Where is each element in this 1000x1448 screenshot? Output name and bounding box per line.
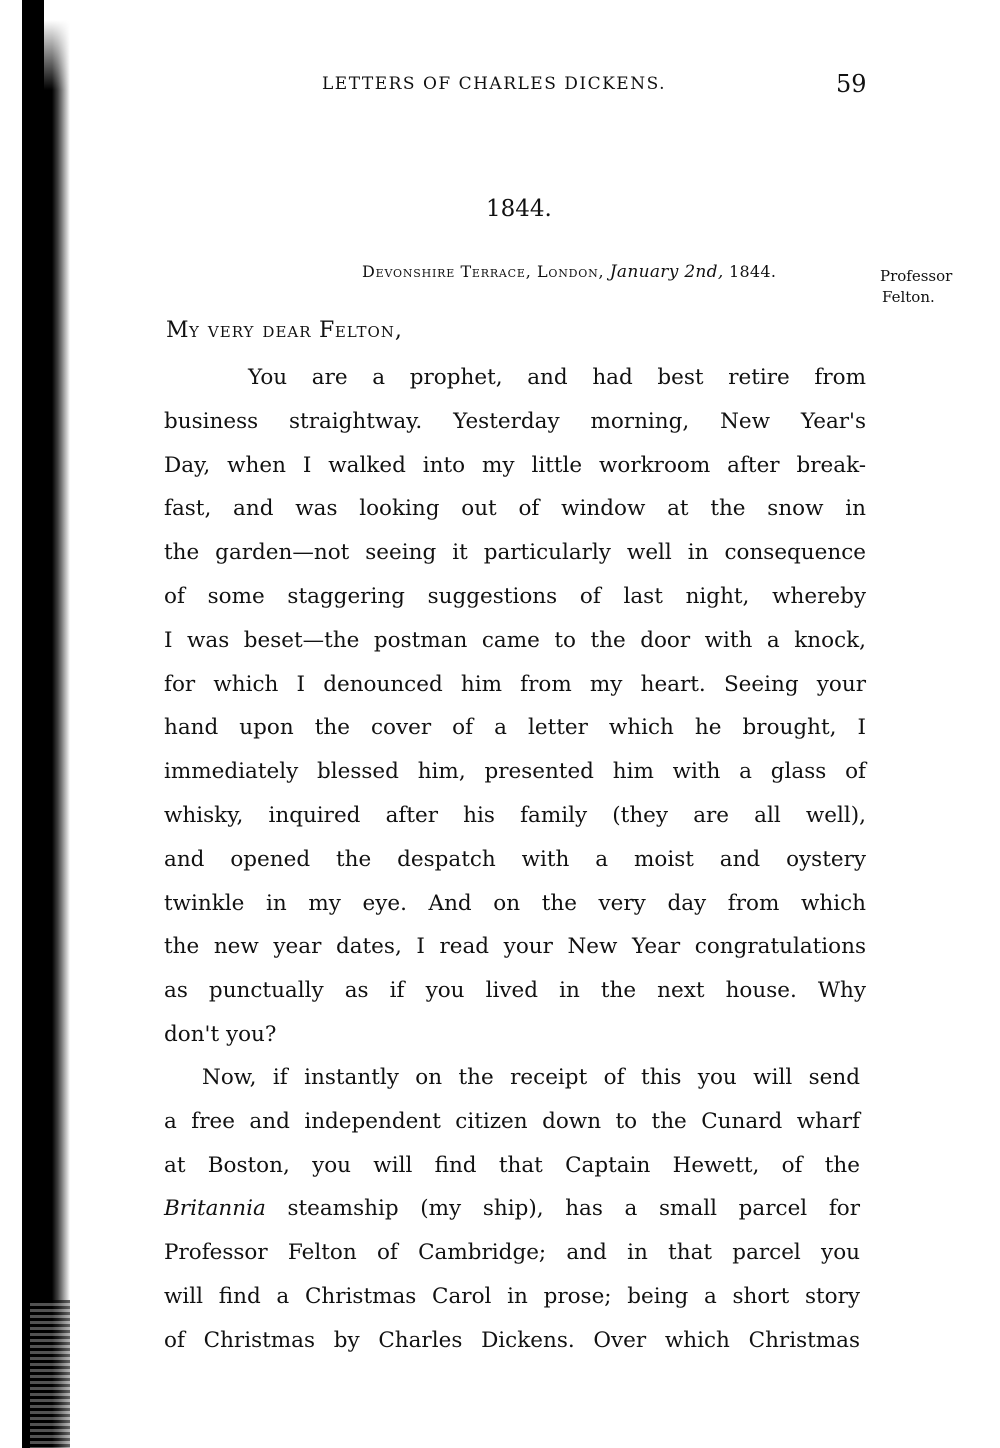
dateline-date: January 2nd, <box>609 262 724 282</box>
salutation-initial-m: M <box>166 318 190 343</box>
text-line: as punctually as if you lived in the next house. Why <box>164 978 866 1004</box>
text-line: the new year dates, I read your New Year congratulations <box>164 934 866 960</box>
text-line: of some staggering suggestions of last night, whereby <box>164 583 866 609</box>
text-line: business straightway. Yesterday morning, New Year's <box>164 408 866 434</box>
dateline-place-3: London, <box>536 262 605 281</box>
spine-scan-artifact <box>30 1300 70 1448</box>
dateline-year: 1844. <box>728 262 777 281</box>
salutation-initial-f: F <box>319 318 335 343</box>
page-number: 59 <box>836 70 867 98</box>
text-line: fast, and was looking out of window at the snow in <box>164 496 866 522</box>
text-line: Day, when I walked into my little workroom after break- <box>164 452 866 478</box>
text-line: Now, if instantly on the receipt of this you will send <box>202 1065 860 1090</box>
text-line: and opened the despatch with a moist and oystery <box>164 846 866 872</box>
book-spine-shadow <box>22 0 70 1448</box>
margin-note <box>880 266 952 308</box>
text-line: the garden—not seeing it particularly well in consequence <box>164 540 866 566</box>
dateline-place-1: Devonshire <box>362 262 456 281</box>
text-line: will find a Christmas Carol in prose; being a short story <box>164 1283 860 1309</box>
year-heading: 1844. <box>486 196 552 222</box>
salutation-name: elton, <box>334 318 403 343</box>
paragraph-2 <box>164 1056 860 1363</box>
letter-dateline <box>362 262 776 282</box>
text-line: whisky, inquired after his family (they are all well), <box>164 802 866 828</box>
text-line: You are a prophet, and had best retire from <box>248 365 866 390</box>
salutation <box>166 318 403 343</box>
text-line: hand upon the cover of a letter which he brought, I <box>164 715 866 741</box>
text-line-with-italic <box>164 1187 860 1231</box>
text-line: twinkle in my eye. And on the very day from which <box>164 890 866 916</box>
spine-edge <box>44 0 74 90</box>
text-line: a free and independent citizen down to the Cunard wharf <box>164 1108 860 1134</box>
dateline-place-2: Terrace, <box>460 262 532 281</box>
salutation-words: y very dear <box>189 318 312 343</box>
text-line: immediately blessed him, presented him with a glass of <box>164 759 866 785</box>
margin-note-line-1: Professor <box>880 267 953 285</box>
text-line: at Boston, you will find that Captain Hewett, of the <box>164 1152 860 1178</box>
paragraph-1 <box>164 356 866 1057</box>
text-line-rest: steamship (my ship), has a small parcel for <box>287 1196 860 1222</box>
margin-note-line-2: Felton. <box>882 288 935 306</box>
running-title: LETTERS OF CHARLES DICKENS. <box>322 74 667 94</box>
text-line: for which I denounced him from my heart. Seeing your <box>164 671 866 697</box>
text-line: I was beset—the postman came to the door with a knock, <box>164 627 866 653</box>
text-line: of Christmas by Charles Dickens. Over which Christmas <box>164 1327 860 1353</box>
text-line: don't you? <box>164 1021 277 1047</box>
ship-name: Britannia <box>164 1196 266 1222</box>
text-line: Professor Felton of Cambridge; and in that parcel you <box>164 1240 860 1266</box>
